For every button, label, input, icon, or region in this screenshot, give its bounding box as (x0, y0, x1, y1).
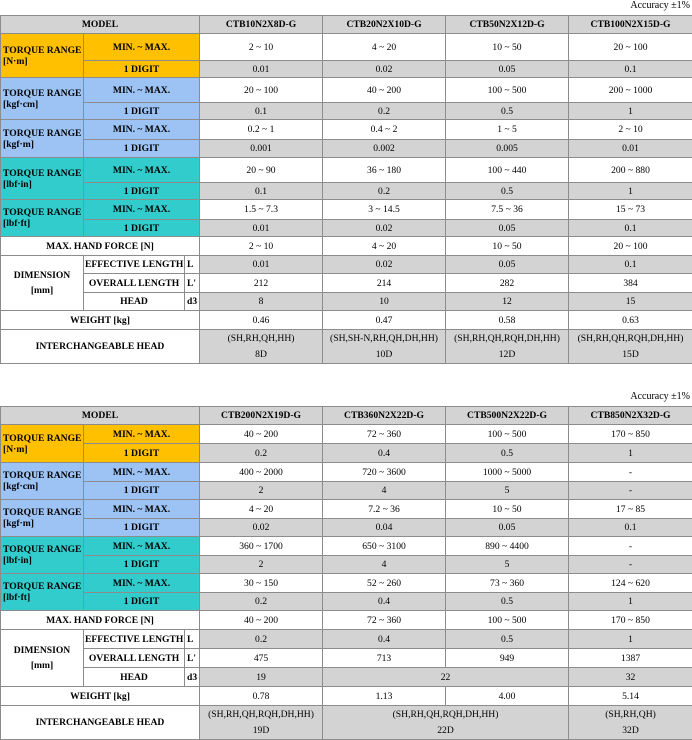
cell: 0.2 (323, 183, 446, 200)
torque-row-nm (1, 34, 692, 61)
overall-length-symbol: L' (185, 274, 200, 293)
cell: 2 ~ 10 (200, 34, 323, 61)
cell: 5.14 (569, 687, 692, 706)
cell: 0.5 (446, 630, 569, 649)
cell: 20 ~ 100 (200, 78, 323, 103)
spec-table-2 (0, 406, 692, 740)
one-digit-label: 1 DIGIT (84, 140, 200, 158)
head-symbol: d3 (185, 668, 200, 687)
cell: 72 ~ 360 (323, 611, 446, 630)
cell: 0.02 (323, 220, 446, 237)
cell: 73 ~ 360 (446, 574, 569, 593)
digit-row-kgfcm (1, 103, 692, 120)
cell: 0.1 (569, 220, 692, 237)
cell: 8 (200, 293, 323, 311)
head-cell: (SH,RH,QH,RQH,DH,HH) 15D (569, 330, 692, 364)
cell: 200 ~ 1000 (569, 78, 692, 103)
cell: 650 ~ 3100 (323, 537, 446, 556)
overall-length-symbol: L' (185, 649, 200, 668)
cell: 3 ~ 14.5 (323, 200, 446, 220)
cell: 0.005 (446, 140, 569, 158)
torque-range-kgfm-label: TORQUE RANGE [kgf·m] (1, 500, 84, 537)
cell: 0.5 (446, 593, 569, 611)
cell: 1 (569, 183, 692, 200)
overall-length-label: OVERALL LENGTH (84, 649, 185, 668)
cell: 0.05 (446, 220, 569, 237)
cell: 4 (323, 482, 446, 500)
cell: 0.63 (569, 311, 692, 330)
min-max-label: MIN. ~ MAX. (84, 34, 200, 61)
model-name: CTB20N2X10D-G (323, 16, 446, 34)
digit-row-kgfm (1, 519, 692, 537)
digit-row-lbfin (1, 556, 692, 574)
cell: 0.47 (323, 311, 446, 330)
cell: 0.4 ~ 2 (323, 120, 446, 140)
interchangeable-label: INTERCHANGEABLE HEAD (1, 706, 200, 740)
weight-row (1, 687, 692, 706)
cell: 0.02 (323, 256, 446, 274)
one-digit-label: 1 DIGIT (84, 482, 200, 500)
torque-range-lbfft-label: TORQUE RANGE [lbf·ft] (1, 200, 84, 237)
accuracy-note-2: Accuracy ±1% (630, 391, 690, 402)
digit-row-kgfm (1, 140, 692, 158)
torque-range-kgfcm-label: TORQUE RANGE [kgf·cm] (1, 463, 84, 500)
head-cell: (SH,RH,QH,RQH,DH,HH) 19D (200, 706, 323, 740)
cell: 170 ~ 850 (569, 425, 692, 444)
cell: 2 (200, 482, 323, 500)
one-digit-label: 1 DIGIT (84, 519, 200, 537)
min-max-label: MIN. ~ MAX. (84, 200, 200, 220)
cell: 15 ~ 73 (569, 200, 692, 220)
cell: 0.04 (323, 519, 446, 537)
cell: 5 (446, 482, 569, 500)
cell: 214 (323, 274, 446, 293)
interchangeable-label: INTERCHANGEABLE HEAD (1, 330, 200, 364)
cell: 1 ~ 5 (446, 120, 569, 140)
cell: 0.02 (200, 519, 323, 537)
head-cell: (SH,RH,QH,RQH,DH,HH) 22D (323, 706, 569, 740)
cell: 5 (446, 556, 569, 574)
weight-row (1, 311, 692, 330)
cell: 4 (323, 556, 446, 574)
cell: 32 (569, 668, 692, 687)
cell: 0.05 (446, 61, 569, 78)
head-label: HEAD (84, 293, 185, 311)
cell: 4 ~ 20 (323, 237, 446, 256)
cell: 1 (569, 593, 692, 611)
hand-force-label: MAX. HAND FORCE [N] (1, 237, 200, 256)
cell: 0.2 (200, 444, 323, 463)
cell: 10 (323, 293, 446, 311)
cell: 0.2 (323, 103, 446, 120)
cell: 713 (323, 649, 446, 668)
cell: 0.58 (446, 311, 569, 330)
effective-length-label: EFFECTIVE LENGTH (84, 630, 185, 649)
cell: 10 ~ 50 (446, 34, 569, 61)
hand-force-row (1, 611, 692, 630)
cell: 40 ~ 200 (323, 78, 446, 103)
cell: 100 ~ 440 (446, 158, 569, 183)
cell: 0.1 (569, 519, 692, 537)
torque-range-kgfcm-label: TORQUE RANGE [kgf·cm] (1, 78, 84, 120)
cell: 20 ~ 90 (200, 158, 323, 183)
model-name: CTB360N2X22D-G (323, 407, 446, 425)
cell: 0.05 (446, 256, 569, 274)
effective-length-row (1, 630, 692, 649)
min-max-label: MIN. ~ MAX. (84, 425, 200, 444)
weight-label: WEIGHT [kg] (1, 687, 200, 706)
cell: 0.1 (200, 183, 323, 200)
one-digit-label: 1 DIGIT (84, 103, 200, 120)
cell: 7.2 ~ 36 (323, 500, 446, 519)
cell: 1387 (569, 649, 692, 668)
cell: - (569, 556, 692, 574)
cell: 400 ~ 2000 (200, 463, 323, 482)
cell: 1 (569, 630, 692, 649)
cell: 384 (569, 274, 692, 293)
model-name: CTB200N2X19D-G (200, 407, 323, 425)
cell: 100 ~ 500 (446, 78, 569, 103)
cell: 0.78 (200, 687, 323, 706)
cell: 0.01 (569, 140, 692, 158)
torque-row-lbfin (1, 158, 692, 183)
cell: 720 ~ 3600 (323, 463, 446, 482)
torque-row-nm (1, 425, 692, 444)
cell: 0.1 (200, 103, 323, 120)
cell: 0.46 (200, 311, 323, 330)
interchangeable-row (1, 706, 692, 740)
cell: 1000 ~ 5000 (446, 463, 569, 482)
cell: 0.5 (446, 183, 569, 200)
head-cell: (SH,RH,QH,RQH,DH,HH) 12D (446, 330, 569, 364)
cell: 0.01 (200, 220, 323, 237)
head-cell: (SH,RH,QH,HH) 8D (200, 330, 323, 364)
head-label: HEAD (84, 668, 185, 687)
cell: 475 (200, 649, 323, 668)
min-max-label: MIN. ~ MAX. (84, 574, 200, 593)
cell: - (569, 463, 692, 482)
cell: 0.01 (200, 256, 323, 274)
hand-force-label: MAX. HAND FORCE [N] (1, 611, 200, 630)
torque-row-lbfin (1, 537, 692, 556)
cell: 20 ~ 100 (569, 34, 692, 61)
effective-length-symbol: L (185, 256, 200, 274)
model-label: MODEL (1, 16, 200, 34)
digit-row-nm (1, 61, 692, 78)
cell: 124 ~ 620 (569, 574, 692, 593)
cell: 17 ~ 85 (569, 500, 692, 519)
head-row (1, 668, 692, 687)
cell: 12 (446, 293, 569, 311)
dimension-label: DIMENSION [mm] (1, 256, 84, 311)
cell: 30 ~ 150 (200, 574, 323, 593)
digit-row-lbfft (1, 593, 692, 611)
digit-row-kgfcm (1, 482, 692, 500)
cell: 0.1 (569, 61, 692, 78)
cell: 0.01 (200, 61, 323, 78)
cell: 2 ~ 10 (569, 120, 692, 140)
model-label: MODEL (1, 407, 200, 425)
cell: 0.002 (323, 140, 446, 158)
interchangeable-row (1, 330, 692, 364)
cell: 52 ~ 260 (323, 574, 446, 593)
cell: 0.2 (200, 593, 323, 611)
cell: - (569, 537, 692, 556)
cell: 2 (200, 556, 323, 574)
one-digit-label: 1 DIGIT (84, 556, 200, 574)
weight-label: WEIGHT [kg] (1, 311, 200, 330)
torque-range-lbfin-label: TORQUE RANGE [lbf·in] (1, 158, 84, 200)
torque-row-lbfft (1, 200, 692, 220)
head-cell: (SH,SH-N,RH,QH,DH,HH) 10D (323, 330, 446, 364)
torque-row-kgfm (1, 120, 692, 140)
cell: 100 ~ 500 (446, 425, 569, 444)
model-name: CTB850N2X32D-G (569, 407, 692, 425)
accuracy-note-1: Accuracy ±1% (630, 0, 690, 11)
cell: - (569, 482, 692, 500)
digit-row-nm (1, 444, 692, 463)
model-name: CTB500N2X22D-G (446, 407, 569, 425)
torque-row-lbfft (1, 574, 692, 593)
torque-range-nm-label: TORQUE RANGE [N·m] (1, 34, 84, 78)
cell: 1 (569, 103, 692, 120)
min-max-label: MIN. ~ MAX. (84, 78, 200, 103)
cell: 36 ~ 180 (323, 158, 446, 183)
cell: 2 ~ 10 (200, 237, 323, 256)
cell: 0.02 (323, 61, 446, 78)
torque-range-kgfm-label: TORQUE RANGE [kgf·m] (1, 120, 84, 158)
header-row (1, 407, 692, 425)
overall-length-label: OVERALL LENGTH (84, 274, 185, 293)
cell: 0.4 (323, 593, 446, 611)
one-digit-label: 1 DIGIT (84, 220, 200, 237)
cell: 360 ~ 1700 (200, 537, 323, 556)
cell: 40 ~ 200 (200, 611, 323, 630)
cell: 1 (569, 444, 692, 463)
cell: 19 (200, 668, 323, 687)
torque-row-kgfcm (1, 463, 692, 482)
model-name: CTB50N2X12D-G (446, 16, 569, 34)
cell: 0.05 (446, 519, 569, 537)
cell: 72 ~ 360 (323, 425, 446, 444)
overall-length-row (1, 274, 692, 293)
effective-length-row (1, 256, 692, 274)
head-cell: (SH,RH,QH) 32D (569, 706, 692, 740)
cell: 0.5 (446, 444, 569, 463)
cell: 0.1 (569, 256, 692, 274)
cell: 10 ~ 50 (446, 500, 569, 519)
digit-row-lbfin (1, 183, 692, 200)
torque-range-lbfft-label: TORQUE RANGE [lbf·ft] (1, 574, 84, 611)
model-name: CTB100N2X15D-G (569, 16, 692, 34)
head-symbol: d3 (185, 293, 200, 311)
cell: 0.001 (200, 140, 323, 158)
cell: 212 (200, 274, 323, 293)
cell: 10 ~ 50 (446, 237, 569, 256)
cell: 890 ~ 4400 (446, 537, 569, 556)
cell: 0.2 ~ 1 (200, 120, 323, 140)
cell: 200 ~ 880 (569, 158, 692, 183)
min-max-label: MIN. ~ MAX. (84, 537, 200, 556)
cell: 949 (446, 649, 569, 668)
one-digit-label: 1 DIGIT (84, 444, 200, 463)
cell: 1.13 (323, 687, 446, 706)
min-max-label: MIN. ~ MAX. (84, 463, 200, 482)
cell: 0.4 (323, 444, 446, 463)
one-digit-label: 1 DIGIT (84, 61, 200, 78)
model-name: CTB10N2X8D-G (200, 16, 323, 34)
one-digit-label: 1 DIGIT (84, 183, 200, 200)
cell: 0.5 (446, 103, 569, 120)
cell: 20 ~ 100 (569, 237, 692, 256)
cell: 4 ~ 20 (323, 34, 446, 61)
torque-range-lbfin-label: TORQUE RANGE [lbf·in] (1, 537, 84, 574)
torque-row-kgfcm (1, 78, 692, 103)
effective-length-symbol: L (185, 630, 200, 649)
spec-table-1 (0, 15, 692, 364)
cell: 4 ~ 20 (200, 500, 323, 519)
cell: 1.5 ~ 7.3 (200, 200, 323, 220)
effective-length-label: EFFECTIVE LENGTH (84, 256, 185, 274)
hand-force-row (1, 237, 692, 256)
min-max-label: MIN. ~ MAX. (84, 158, 200, 183)
min-max-label: MIN. ~ MAX. (84, 120, 200, 140)
header-row (1, 16, 692, 34)
min-max-label: MIN. ~ MAX. (84, 500, 200, 519)
cell: 0.4 (323, 630, 446, 649)
cell: 170 ~ 850 (569, 611, 692, 630)
cell: 40 ~ 200 (200, 425, 323, 444)
overall-length-row (1, 649, 692, 668)
torque-row-kgfm (1, 500, 692, 519)
one-digit-label: 1 DIGIT (84, 593, 200, 611)
torque-range-nm-label: TORQUE RANGE [N·m] (1, 425, 84, 463)
digit-row-lbfft (1, 220, 692, 237)
cell: 4.00 (446, 687, 569, 706)
cell: 15 (569, 293, 692, 311)
cell: 7.5 ~ 36 (446, 200, 569, 220)
head-row (1, 293, 692, 311)
cell: 282 (446, 274, 569, 293)
cell: 22 (323, 668, 569, 687)
cell: 0.2 (200, 630, 323, 649)
dimension-label: DIMENSION [mm] (1, 630, 84, 687)
cell: 100 ~ 500 (446, 611, 569, 630)
